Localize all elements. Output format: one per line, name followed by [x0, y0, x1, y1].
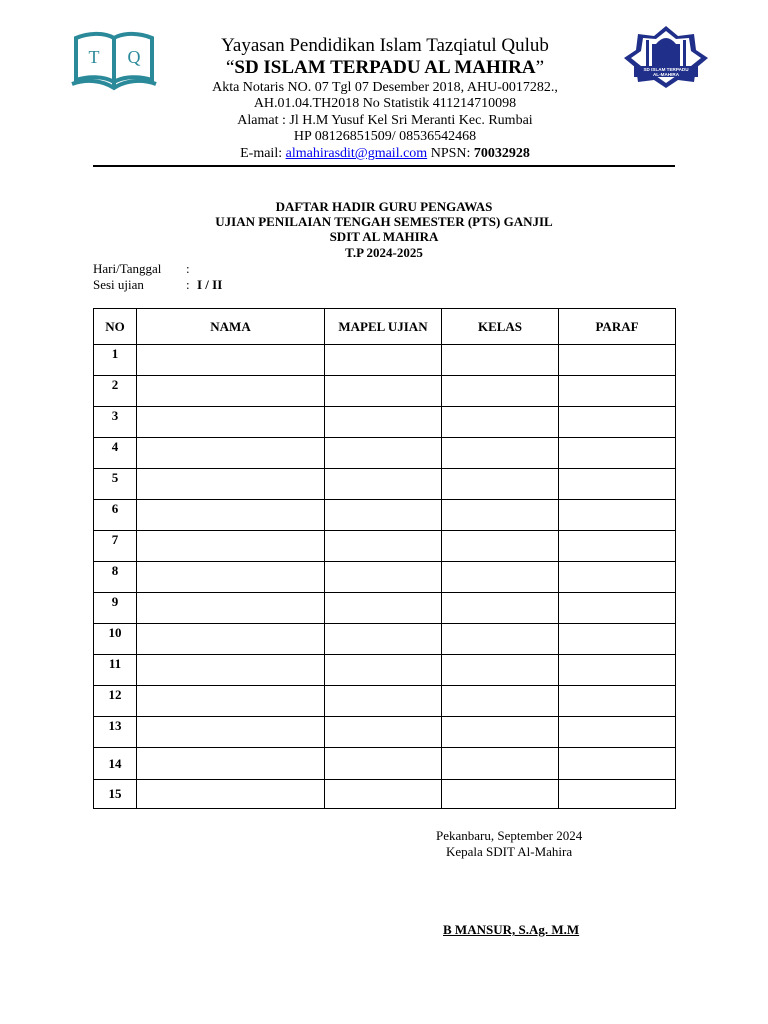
signature-cell[interactable] [559, 562, 676, 593]
notary-line-2: AH.01.04.TH2018 No Statistik 411214710098 [253, 96, 517, 111]
name-cell[interactable] [137, 686, 325, 717]
notary-line-1: Akta Notaris NO. 07 Tgl 07 Desember 2018, AHU-0017282., [212, 80, 558, 95]
npsn-label: NPSN: [427, 146, 474, 161]
row-number: 12 [94, 686, 137, 717]
table-row [94, 469, 676, 500]
row-number: 3 [94, 407, 137, 438]
logo-letter-q: Q [127, 47, 141, 67]
table-row [94, 500, 676, 531]
row-number: 6 [94, 500, 137, 531]
table-row [94, 376, 676, 407]
table-row [94, 655, 676, 686]
signature-cell[interactable] [559, 531, 676, 562]
name-cell[interactable] [137, 780, 325, 809]
npsn-value: 70032928 [473, 146, 530, 161]
session-value: I / II [197, 277, 223, 292]
open-quote: “ [225, 57, 235, 78]
signature-cell[interactable] [559, 469, 676, 500]
school-phone: HP 08126851509/ 08536542468 [293, 129, 477, 144]
session-separator: : [186, 277, 190, 292]
subject-cell[interactable] [325, 748, 442, 780]
signature-cell[interactable] [559, 407, 676, 438]
day-date-label: Hari/Tanggal [93, 261, 162, 276]
name-cell[interactable] [137, 345, 325, 376]
signature-cell[interactable] [559, 624, 676, 655]
day-date-separator: : [186, 261, 190, 276]
class-cell[interactable] [442, 686, 559, 717]
row-number: 13 [94, 717, 137, 748]
row-number: 11 [94, 655, 137, 686]
contact-line [160, 146, 610, 162]
col-header-mapel: MAPEL UJIAN [325, 309, 442, 345]
name-cell[interactable] [137, 531, 325, 562]
class-cell[interactable] [442, 407, 559, 438]
subject-cell[interactable] [325, 376, 442, 407]
class-cell[interactable] [442, 748, 559, 780]
foundation-name: Yayasan Pendidikan Islam Tazqiatul Qulub [221, 35, 549, 56]
subject-cell[interactable] [325, 438, 442, 469]
subject-cell[interactable] [325, 469, 442, 500]
signature-cell[interactable] [559, 748, 676, 780]
table-row [94, 686, 676, 717]
signature-cell[interactable] [559, 717, 676, 748]
name-cell[interactable] [137, 562, 325, 593]
table-row [94, 438, 676, 469]
signature-cell[interactable] [559, 345, 676, 376]
name-cell[interactable] [137, 438, 325, 469]
col-header-nama: NAMA [137, 309, 325, 345]
signature-cell[interactable] [559, 500, 676, 531]
school-name-line [160, 57, 610, 79]
subject-cell[interactable] [325, 500, 442, 531]
row-number: 7 [94, 531, 137, 562]
class-cell[interactable] [442, 780, 559, 809]
doc-title-2: UJIAN PENILAIAN TENGAH SEMESTER (PTS) GANJIL [215, 214, 553, 229]
class-cell[interactable] [442, 655, 559, 686]
name-cell[interactable] [137, 655, 325, 686]
school-name: SD ISLAM TERPADU AL MAHIRA [234, 57, 536, 78]
class-cell[interactable] [442, 500, 559, 531]
school-address: Alamat : Jl H.M Yusuf Kel Sri Meranti Kec. Rumbai [237, 113, 533, 128]
subject-cell[interactable] [325, 407, 442, 438]
table-row [94, 624, 676, 655]
name-cell[interactable] [137, 376, 325, 407]
table-row [94, 780, 676, 809]
row-number: 4 [94, 438, 137, 469]
subject-cell[interactable] [325, 717, 442, 748]
table-row [94, 407, 676, 438]
col-header-no: NO [94, 309, 137, 345]
table-row [94, 748, 676, 780]
subject-cell[interactable] [325, 624, 442, 655]
name-cell[interactable] [137, 500, 325, 531]
col-header-kelas: KELAS [442, 309, 559, 345]
signer-role: Kepala SDIT Al-Mahira [446, 844, 573, 859]
place-date: Pekanbaru, September 2024 [436, 828, 583, 843]
class-cell[interactable] [442, 469, 559, 500]
row-number: 2 [94, 376, 137, 407]
logo-letter-t: T [88, 47, 100, 67]
class-cell[interactable] [442, 717, 559, 748]
table-row [94, 717, 676, 748]
class-cell[interactable] [442, 562, 559, 593]
row-number: 9 [94, 593, 137, 624]
subject-cell[interactable] [325, 345, 442, 376]
subject-cell[interactable] [325, 593, 442, 624]
name-cell[interactable] [137, 407, 325, 438]
class-cell[interactable] [442, 345, 559, 376]
signer-name: B MANSUR, S.Ag. M.M [443, 922, 580, 937]
row-number: 14 [94, 748, 137, 780]
table-row [94, 345, 676, 376]
subject-cell[interactable] [325, 780, 442, 809]
doc-title-3: SDIT AL MAHIRA [329, 229, 439, 244]
class-cell[interactable] [442, 531, 559, 562]
foundation-logo-icon [70, 30, 158, 94]
table-header-row [94, 309, 676, 345]
subject-cell[interactable] [325, 531, 442, 562]
doc-title-1: DAFTAR HADIR GURU PENGAWAS [275, 199, 493, 214]
signature-cell[interactable] [559, 655, 676, 686]
doc-title-4: T.P 2024-2025 [345, 245, 423, 260]
session-label: Sesi ujian [93, 277, 144, 292]
name-cell[interactable] [137, 717, 325, 748]
class-cell[interactable] [442, 624, 559, 655]
subject-cell[interactable] [325, 655, 442, 686]
subject-cell[interactable] [325, 686, 442, 717]
col-header-paraf: PARAF [559, 309, 676, 345]
letterhead-divider [93, 165, 675, 167]
signature-cell[interactable] [559, 780, 676, 809]
name-cell[interactable] [137, 593, 325, 624]
class-cell[interactable] [442, 376, 559, 407]
logo-text-line1: SD ISLAM TERPADU [643, 67, 689, 72]
close-quote: ” [535, 57, 545, 78]
signature-cell[interactable] [559, 376, 676, 407]
email-label: E-mail: [240, 146, 286, 161]
row-number: 10 [94, 624, 137, 655]
table-row [94, 562, 676, 593]
school-logo-icon [622, 24, 710, 90]
name-cell[interactable] [137, 748, 325, 780]
row-number: 5 [94, 469, 137, 500]
name-cell[interactable] [137, 624, 325, 655]
signature-cell[interactable] [559, 593, 676, 624]
email-link[interactable]: almahirasdit@gmail.com [285, 146, 428, 161]
class-cell[interactable] [442, 593, 559, 624]
attendance-table [93, 308, 676, 809]
class-cell[interactable] [442, 438, 559, 469]
row-number: 15 [94, 780, 137, 809]
row-number: 1 [94, 345, 137, 376]
table-row [94, 531, 676, 562]
name-cell[interactable] [137, 469, 325, 500]
signature-cell[interactable] [559, 438, 676, 469]
table-row [94, 593, 676, 624]
subject-cell[interactable] [325, 562, 442, 593]
row-number: 8 [94, 562, 137, 593]
signature-cell[interactable] [559, 686, 676, 717]
logo-text-line2: AL-MAHIRA [652, 72, 680, 77]
